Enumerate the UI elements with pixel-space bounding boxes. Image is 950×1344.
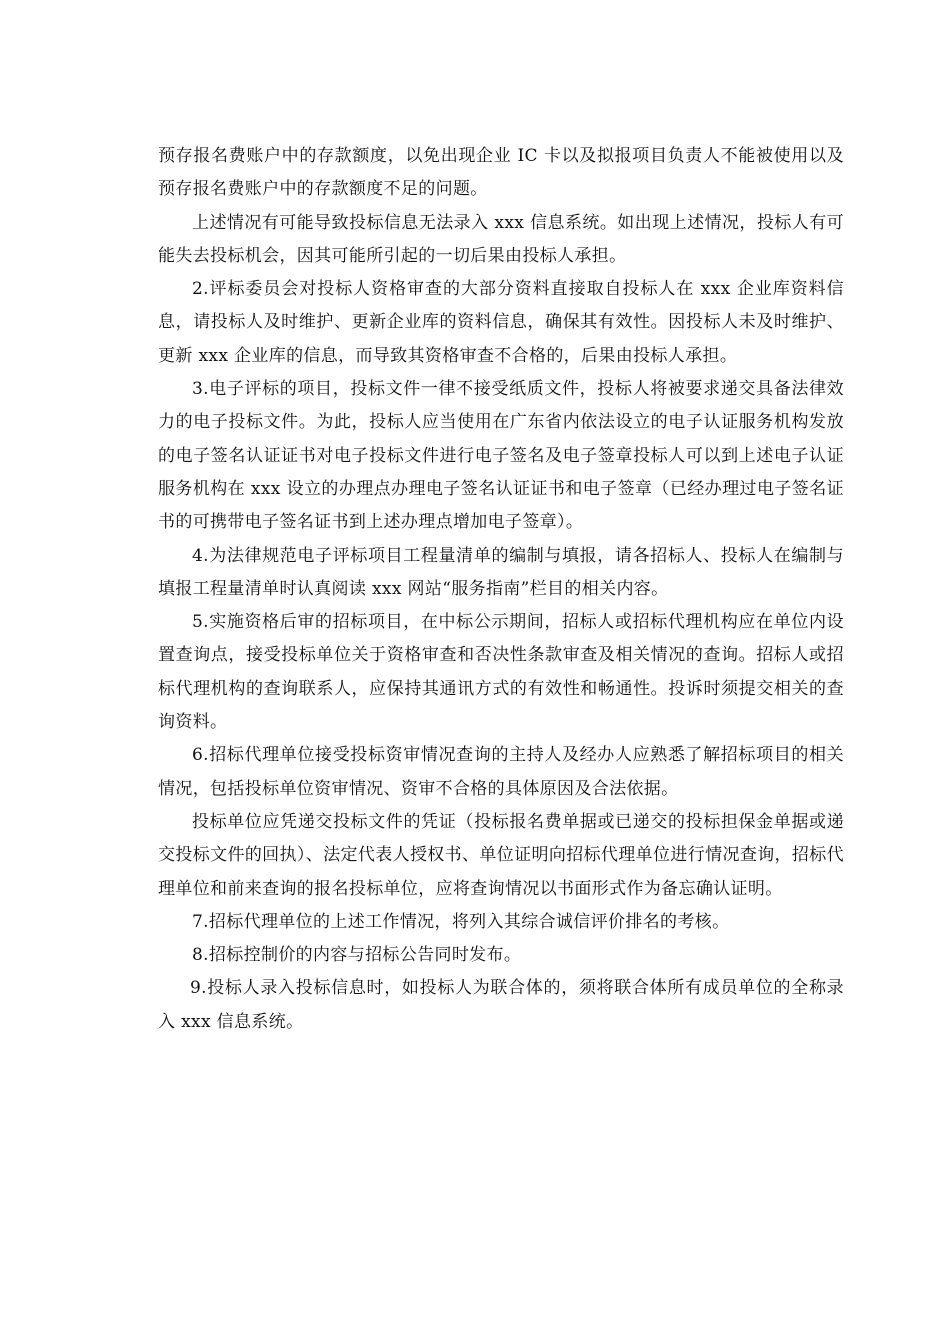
paragraph-item-7: 7.招标代理单位的上述工作情况，将列入其综合诚信评价排名的考核。 bbox=[192, 911, 730, 932]
paragraph-continuation: 预存报名费账户中的存款额度，以免出现企业 IC 卡以及拟报项目负责人不能被使用以及预存报名费账户中的存款额度不足的问题。 bbox=[158, 146, 844, 200]
paragraph-item-8: 8.招标控制价的内容与招标公告同时发布。 bbox=[192, 945, 522, 966]
paragraph-item-6: 6.招标代理单位接受投标资审情况查询的主持人及经办人应熟悉了解招标项目的相关情况，包括投标单位资审情况、资审不合格的具体原因及合法依据。 bbox=[158, 745, 844, 799]
paragraph-item-4: 4.为法律规范电子评标项目工程量清单的编制与填报，请各招标人、投标人在编制与填报工程量清单时认真阅读 xxx 网站“服务指南”栏目的相关内容。 bbox=[158, 545, 844, 599]
paragraph-item-9: 9.投标人录入投标信息时，如投标人为联合体的，须将联合体所有成员单位的全称录入 xxx 信息系统。 bbox=[158, 978, 844, 1032]
paragraph-consequence: 上述情况有可能导致投标信息无法录入 xxx 信息系统。如出现上述情况，投标人有可能失去投标机会，因其可能所引起的一切后果由投标人承担。 bbox=[158, 212, 844, 266]
paragraph-query-procedure: 投标单位应凭递交投标文件的凭证（投标报名费单据或已递交的投标担保金单据或递交投标文件的回执）、法定代表人授权书、单位证明向招标代理单位进行情况查询，招标代理单位和前来查询的报名投标单位，应将查询情况以书面形式作为备忘确认证明。 bbox=[158, 811, 844, 899]
paragraph-item-3: 3.电子评标的项目，投标文件一律不接受纸质文件，投标人将被要求递交具备法律效力的电子投标文件。为此，投标人应当使用在广东省内依法设立的电子认证服务机构发放的电子签名认证证书对电子投标文件进行电子签名及电子签章投标人可以到上述电子认证服务机构在 xxx 设立的办理点办理电子签名认证证书和电子签章（已经办理过电子签名证书的可携带电子签名证书到上述办理点增加电子签章）。 bbox=[158, 379, 844, 533]
paragraph-item-2: 2.评标委员会对投标人资格审查的大部分资料直接取自投标人在 xxx 企业库资料信息，请投标人及时维护、更新企业库的资料信息，确保其有效性。因投标人未及时维护、更新 xxx 企业库的信息，而导致其资格审查不合格的，后果由投标人承担。 bbox=[158, 279, 844, 366]
paragraph-item-5: 5.实施资格后审的招标项目，在中标公示期间，招标人或招标代理机构应在单位内设置查询点，接受投标单位关于资格审查和否决性条款审查及相关情况的查询。招标人或招标代理机构的查询联系人，应保持其通讯方式的有效性和畅通性。投诉时须提交相关的查询资料。 bbox=[158, 612, 844, 733]
document-body bbox=[158, 140, 844, 1039]
